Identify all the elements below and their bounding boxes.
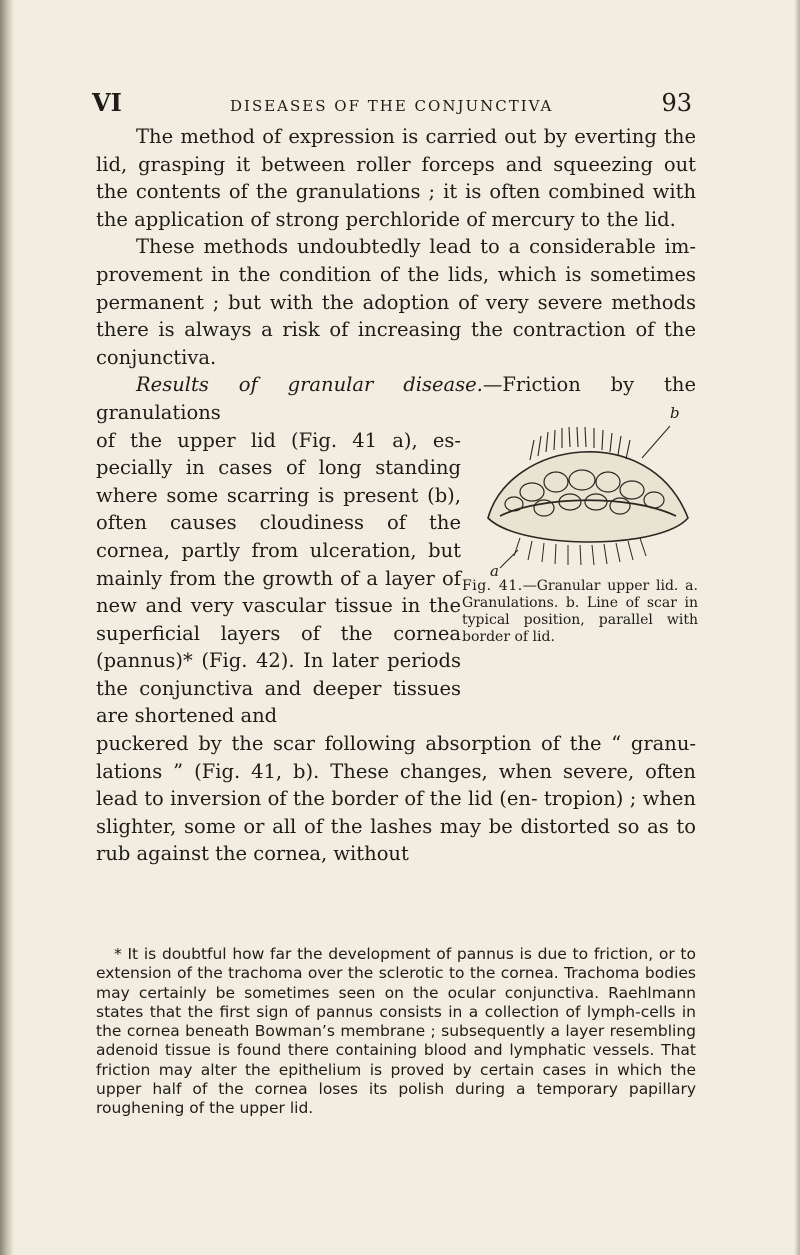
text-line: be distorted so as to rub against the cornea, without (96, 814, 696, 866)
text-line: pecially in cases of long standing (96, 456, 461, 480)
text-line: later periods the conjunctiva and (96, 649, 461, 700)
pointer-b (642, 426, 670, 458)
text-line: where some scarring is present (96, 483, 428, 507)
text-line: lations ” (Fig. 41, b). These changes, when severe, (96, 759, 646, 783)
text-line: The method of expression is carried out by everting the (136, 125, 696, 148)
paragraph-methods-risk (96, 233, 696, 371)
text-line: of new and very vascular tissue (96, 566, 461, 618)
chapter-number: VI (92, 88, 122, 117)
label-a: a (490, 562, 499, 580)
text-line: puckered by the scar following absorption of the “ granu- (96, 732, 696, 756)
caption-text: —Granular upper lid. a. Granulations. b. Line of scar in typical position, parallel with border of lid. (462, 578, 698, 645)
text-line: cornea (pannus)* (Fig. 42). In (96, 621, 461, 673)
paragraph-results-wide (96, 730, 696, 868)
text-line: provement in the condition of the lids, which is sometimes (96, 262, 696, 286)
text-line: mainly from the growth of a layer (96, 566, 443, 590)
footnote-text: * It is doubtful how far the development of pannus is due to friction, or to extension of the trachoma over the sclerotic to the cornea. Trachoma bodies may certainly be sometimes seen on the ocular conjunctiva. Raehlmann states that the first sign of pannus consists in a collection of lymph-cells in the cornea beneath Bowman’s membrane ; subsequently a layer resembling adenoid tissue is found there containing blood and lymphatic vessels. That friction may alter the epithelium is proved by certain cases in which the upper half of the cornea loses its polish during a temporary papillary roughening of the upper lid. (96, 945, 696, 1118)
caption-figure-label: Fig. 41. (462, 578, 523, 594)
text-line: lid, grasping it between roller forceps and squeezing out (96, 152, 696, 176)
paragraph-expression-method (96, 123, 696, 233)
text-line: conjunctiva. (96, 345, 217, 369)
text-line: tropion) ; when slighter, some or all of the lashes may (96, 787, 696, 838)
footnote (96, 945, 696, 1119)
text-line: the contents of the granulations ; it is often combined with (96, 180, 696, 204)
label-b: b (670, 404, 680, 422)
text-line: (b), often causes cloudiness of the (96, 483, 461, 535)
text-line: deeper tissues are shortened and (96, 676, 461, 728)
text-line: cornea, partly from ulceration, but (96, 538, 461, 562)
page-edge-shadow (794, 0, 800, 1255)
text-line: often lead to inversion of the border of the lid (en- (96, 759, 696, 811)
text-line: in the superficial layers of the (96, 594, 461, 645)
granular-lid-illustration (470, 400, 696, 580)
figure-caption (462, 578, 698, 646)
pointer-a (500, 550, 518, 568)
page-gutter-shadow (0, 0, 14, 1255)
text-line: the application of strong perchloride of mercury to the lid. (96, 207, 676, 231)
running-head (92, 88, 692, 118)
section-heading: Results of granular disease. (136, 373, 483, 397)
text-line: of the upper lid (Fig. 41 a), es- (96, 428, 461, 452)
paragraph-results-narrow (96, 427, 461, 731)
text-line: These methods undoubtedly lead to a considerable im- (136, 235, 696, 259)
running-title: DISEASES OF THE CONJUNCTIVA (230, 97, 554, 115)
text-line: —Friction by the granulations (96, 373, 696, 424)
text-line: there is always a risk of increasing the contraction of the (96, 318, 696, 342)
text-line: permanent ; but with the adoption of very severe methods (96, 290, 696, 314)
page-number: 93 (661, 89, 692, 117)
